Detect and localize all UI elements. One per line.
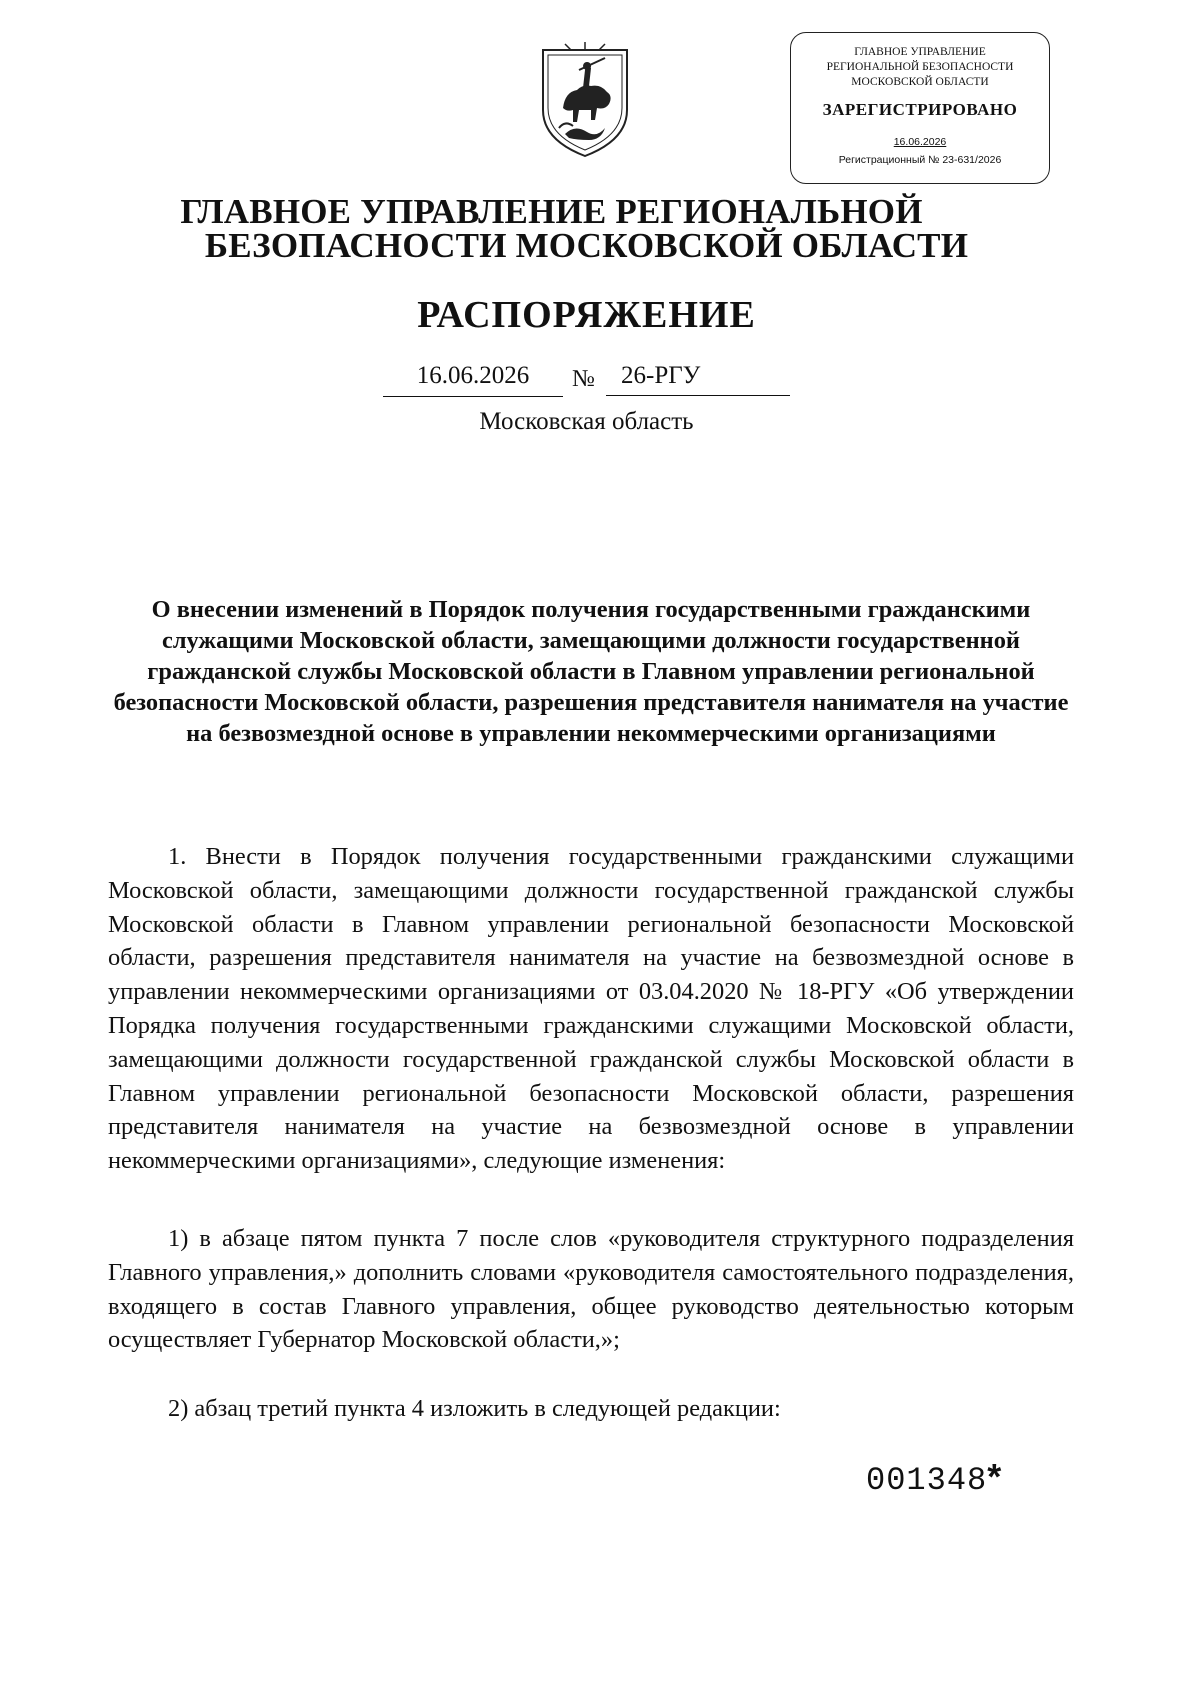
- moscow-region-coat-of-arms-icon: [535, 40, 635, 160]
- body-paragraph-3: 2) абзац третий пункта 4 изложить в следующей редакции:: [168, 1395, 781, 1422]
- stamp-org-line: МОСКОВСКОЙ ОБЛАСТИ: [851, 76, 989, 88]
- sheet-number-value: 001348: [866, 1462, 988, 1499]
- number-sign: №: [572, 366, 595, 392]
- organization-name-line-2: БЕЗОПАСНОСТИ МОСКОВСКОЙ ОБЛАСТИ: [204, 226, 969, 265]
- sheet-number-star: *: [987, 1456, 1003, 1497]
- body-paragraph-2: 1) в абзаце пятом пункта 7 после слов «руководителя структурного подразделения Главного управления,» дополнить словами «руководителя самостоятельного подразделения, входящего в состав Главного управления, общее руководство деятельностью которым осуществляет Губернатор Московской области,»;: [108, 1225, 1074, 1354]
- stamp-registration-number: Регистрационный № 23-631/2026: [838, 154, 1002, 166]
- document-place: Московская область: [479, 408, 694, 435]
- stamp-organization: [791, 45, 1049, 90]
- document-subject: О внесении изменений в Порядок получения государственными гражданскими служащими Московской области, замещающими должности государственной гражданской службы Московской области в Главном управлении региональной безопасности Московской области, разрешения представителя нанимателя на участие на безвозмездной основе в управлении некоммерческими организациями: [113, 596, 1069, 747]
- sheet-number: [866, 1456, 1002, 1499]
- document-number: 26-РГУ: [606, 360, 790, 396]
- stamp-date: 16.06.2026: [893, 136, 947, 148]
- organization-name-line-1: ГЛАВНОЕ УПРАВЛЕНИЕ РЕГИОНАЛЬНОЙ: [180, 192, 923, 231]
- document-date: 16.06.2026: [383, 360, 563, 397]
- document-type-title: РАСПОРЯЖЕНИЕ: [417, 294, 756, 336]
- registration-stamp: [790, 32, 1050, 184]
- stamp-org-line: ГЛАВНОЕ УПРАВЛЕНИЕ: [854, 46, 986, 58]
- body-paragraph-1: 1. Внести в Порядок получения государственными гражданскими служащими Московской области, замещающими должности государственной гражданской службы Московской области в Главном управлении региональной безопасности Московской области, разрешения представителя нанимателя на участие на безвозмездной основе в управлении некоммерческими организациями от 03.04.2020 № 18-РГУ «Об утверждении Порядка получения государственными гражданскими служащими Московской области, замещающими должности государственной гражданской службы Московской области в Главном управлении региональной безопасности Московской области, разрешения представителя нанимателя на участие на безвозмездной основе в управлении некоммерческими организациями», следующие изменения:: [108, 843, 1074, 1175]
- stamp-org-line: РЕГИОНАЛЬНОЙ БЕЗОПАСНОСТИ: [826, 61, 1014, 73]
- stamp-status: ЗАРЕГИСТРИРОВАНО: [822, 100, 1018, 119]
